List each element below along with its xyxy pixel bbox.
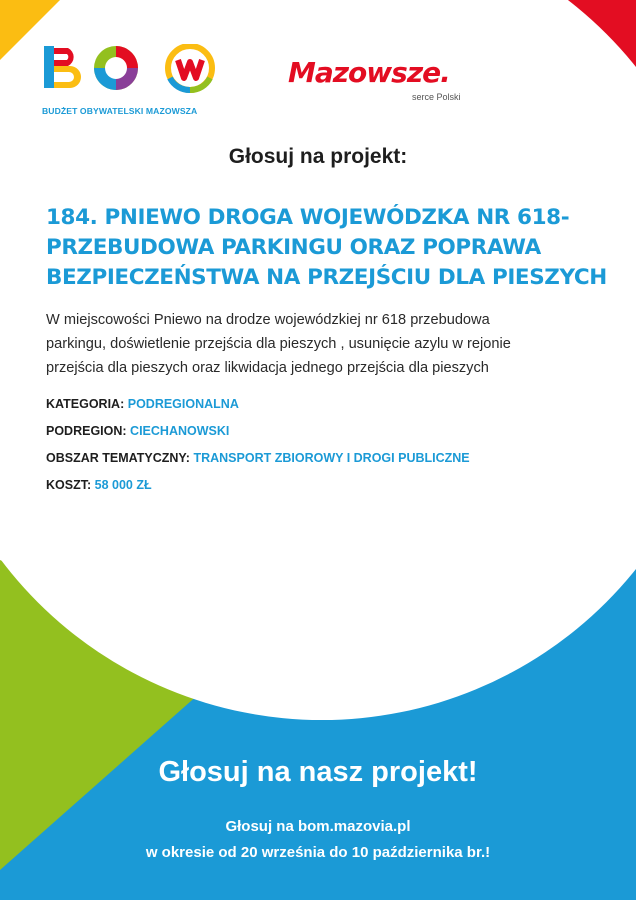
meta-value: TRANSPORT ZBIOROWY I DROGI PUBLICZNE [193, 451, 470, 465]
project-title-line: 184. PNIEWO DROGA WOJEWÓDZKA NR 618- [46, 205, 570, 230]
meta-key: KOSZT: [46, 478, 92, 492]
meta-key: OBSZAR TEMATYCZNY: [46, 451, 190, 465]
footer-line: Głosuj na bom.mazovia.pl [225, 818, 411, 835]
mazowsze-subtitle: serce Polski [412, 92, 461, 102]
description-line: parkingu, doświetlenie przejścia dla pieszych , usunięcie azylu w rejonie [46, 336, 511, 352]
footer-line: w okresie od 20 września do 10 października br.! [145, 844, 491, 861]
call-to-action: Głosuj na nasz projekt! [158, 756, 478, 788]
project-title [46, 203, 606, 293]
project-description [46, 308, 586, 380]
bom-tagline: BUDŻET OBYWATELSKI MAZOWSZA [42, 106, 198, 116]
meta-row-subregion [46, 424, 606, 451]
meta-row-topic [46, 451, 606, 478]
meta-value: 58 000 ZŁ [94, 478, 152, 492]
meta-value: CIECHANOWSKI [130, 424, 230, 438]
project-meta [46, 397, 606, 505]
project-title-line: PRZEBUDOWA PARKINGU ORAZ POPRAWA [46, 235, 541, 260]
bom-logo [42, 44, 222, 120]
footer-text [0, 814, 636, 866]
meta-key: KATEGORIA: [46, 397, 125, 411]
description-line: W miejscowości Pniewo na drodze wojewódzkiej nr 618 przebudowa [46, 312, 490, 328]
meta-row-category [46, 397, 606, 424]
description-line: przejścia dla pieszych oraz likwidacja jednego przejścia dla pieszych [46, 360, 489, 376]
mazowsze-logo [288, 56, 478, 106]
mazowsze-wordmark: Mazowsze. [288, 56, 450, 89]
meta-key: PODREGION: [46, 424, 127, 438]
meta-value: PODREGIONALNA [127, 397, 239, 411]
bom-letters-graphic [42, 44, 222, 102]
vote-heading: Głosuj na projekt: [228, 145, 408, 168]
meta-row-cost [46, 478, 606, 505]
project-title-line: BEZPIECZEŃSTWA NA PRZEJŚCIU DLA PIESZYCH [46, 265, 607, 290]
